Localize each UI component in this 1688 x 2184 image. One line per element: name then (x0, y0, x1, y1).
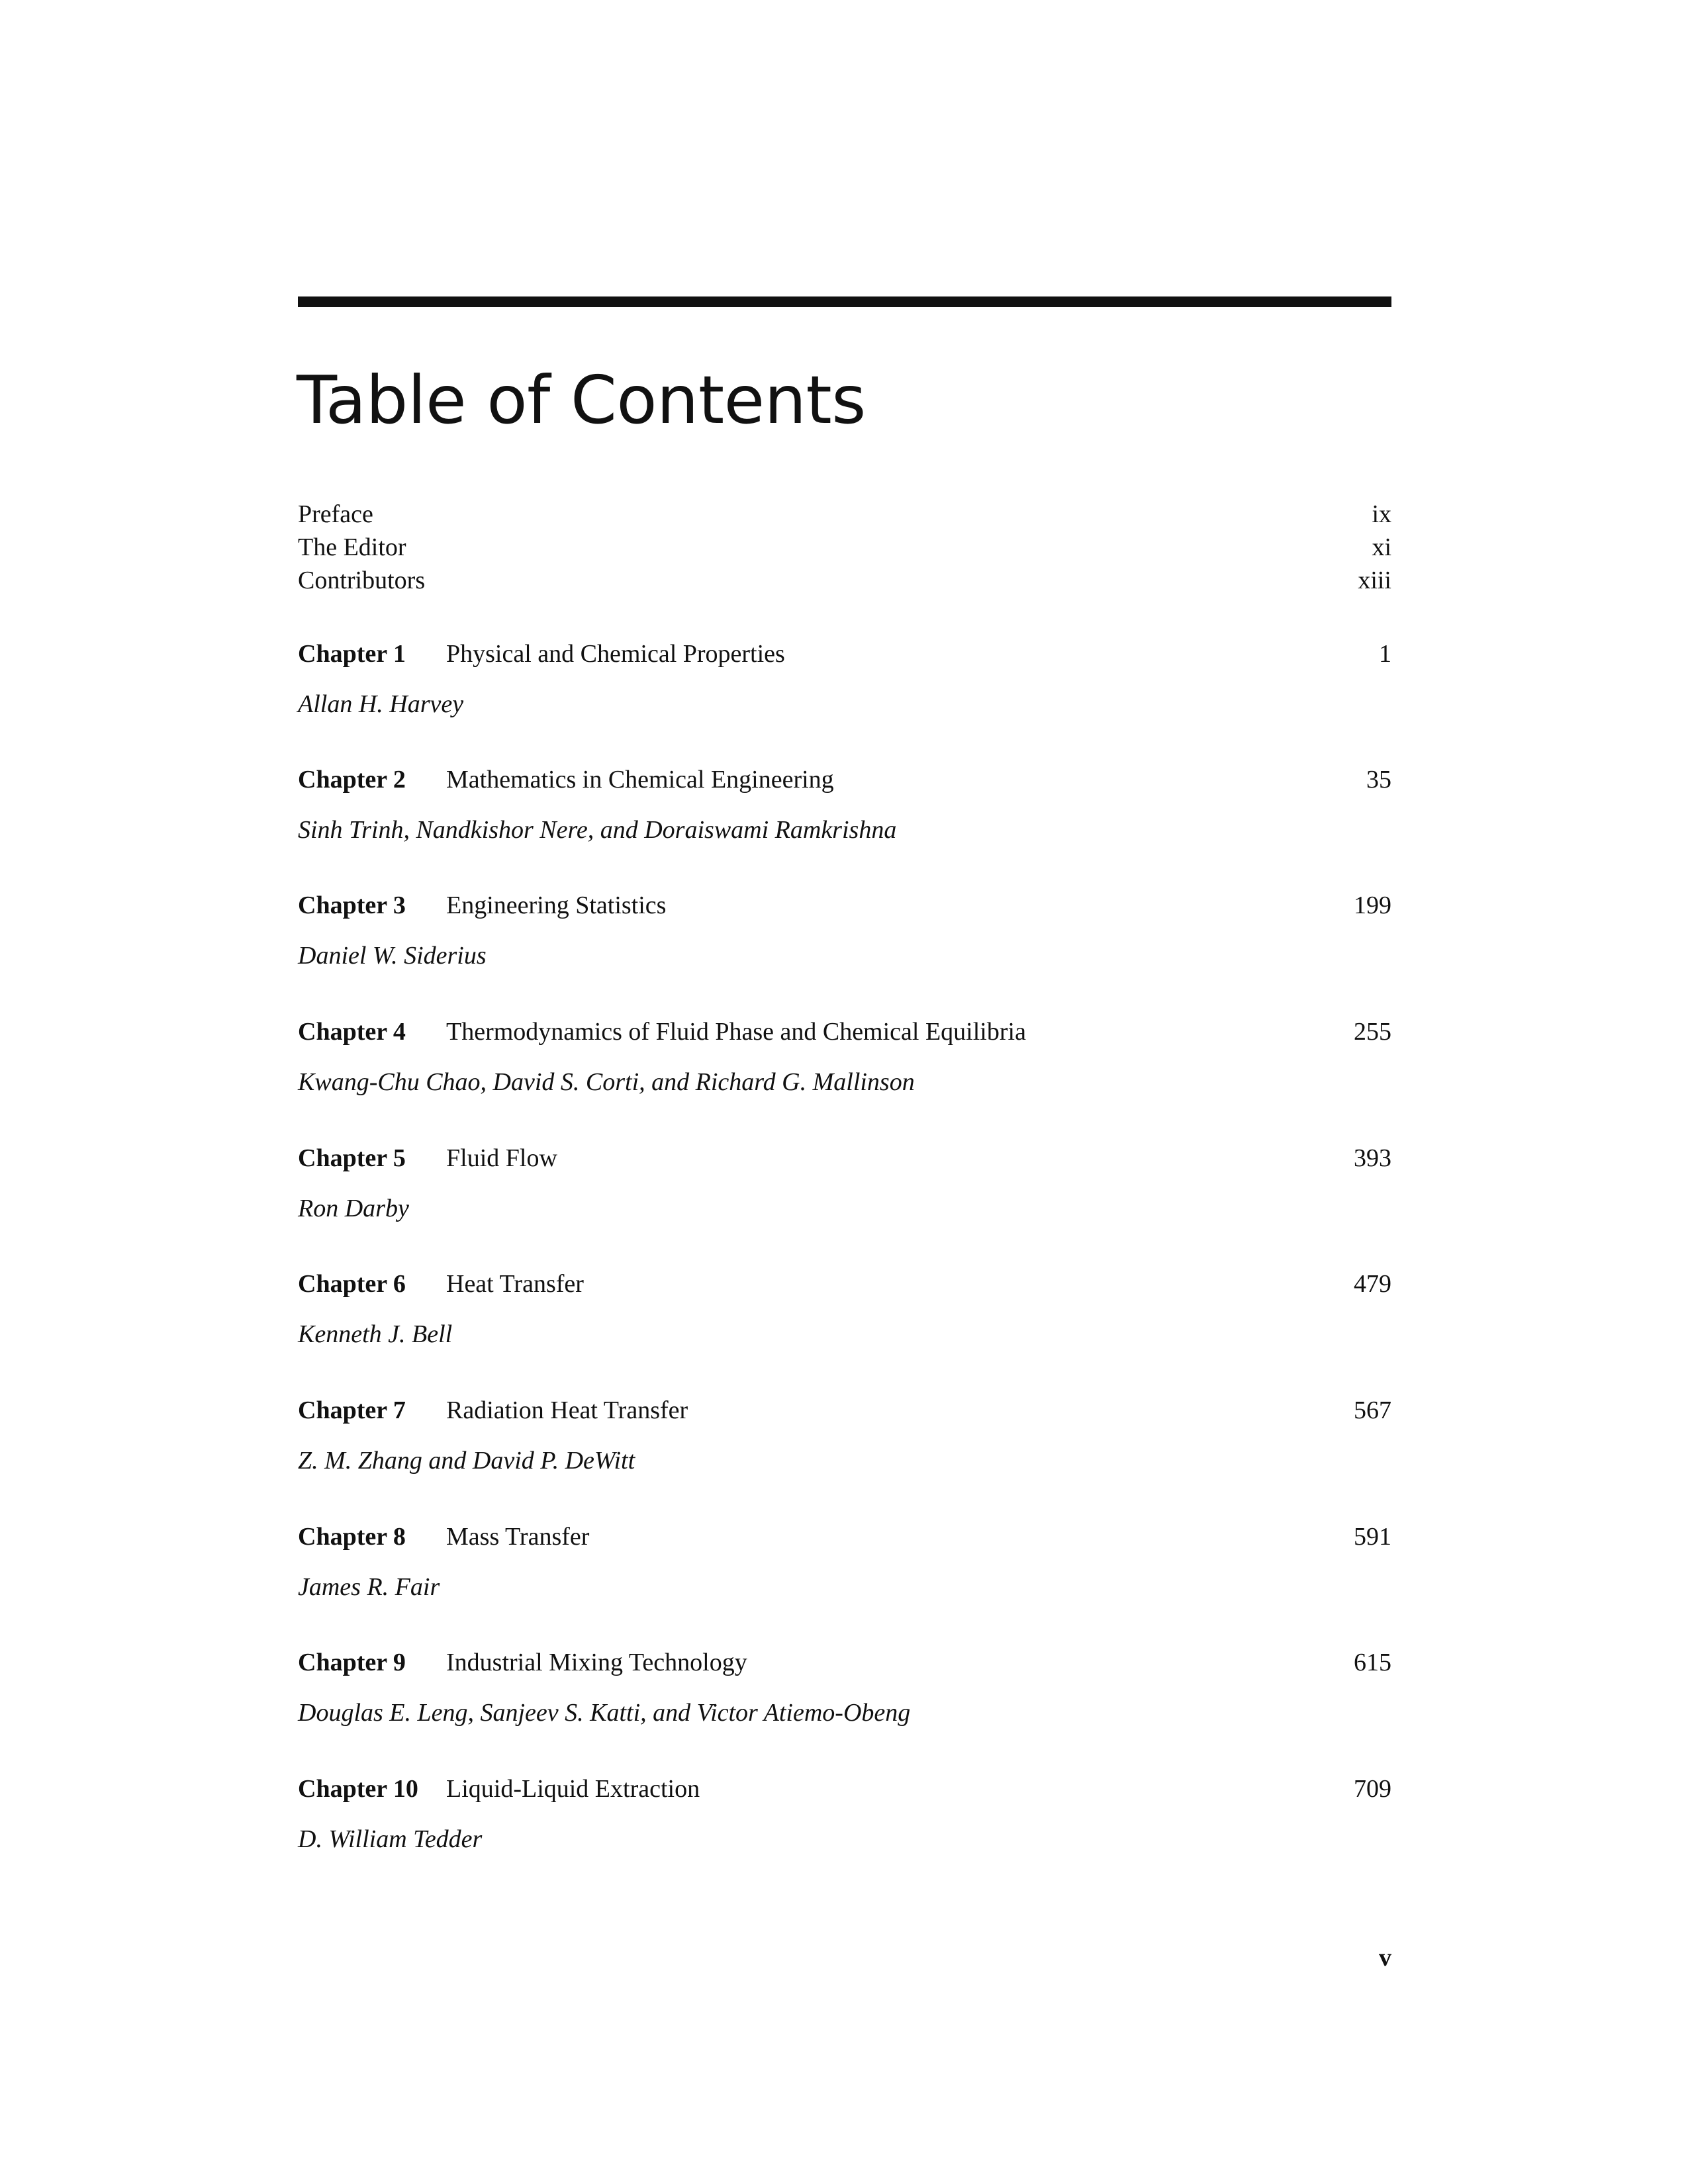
chapter-label: Chapter 4 (298, 1018, 406, 1046)
chapter-label: Chapter 10 (298, 1775, 418, 1803)
chapter-authors: Allan H. Harvey (298, 690, 464, 718)
toc-entry-title: Preface (298, 500, 373, 528)
chapter-title: Physical and Chemical Properties (446, 640, 785, 668)
chapter-page: 35 (1366, 766, 1391, 794)
toc-chapter-10 (298, 1772, 1391, 1856)
toc-entry-preface[interactable] (298, 498, 1391, 531)
toc-entry-page: xiii (1358, 567, 1391, 594)
chapter-title: Thermodynamics of Fluid Phase and Chemical Equilibria (446, 1018, 1026, 1046)
chapter-page: 393 (1354, 1144, 1391, 1172)
chapter-page: 255 (1354, 1018, 1391, 1046)
toc-entry-page: ix (1372, 500, 1391, 528)
toc-chapter-8 (298, 1520, 1391, 1604)
chapter-page: 479 (1354, 1270, 1391, 1298)
chapter-label: Chapter 8 (298, 1523, 406, 1551)
toc-entry-title: The Editor (298, 533, 406, 561)
chapter-label: Chapter 9 (298, 1649, 406, 1676)
toc-chapter-6 (298, 1267, 1391, 1351)
toc-chapter-entry[interactable] (298, 1015, 1391, 1049)
chapter-authors: Z. M. Zhang and David P. DeWitt (298, 1447, 635, 1475)
chapter-authors: Douglas E. Leng, Sanjeev S. Katti, and Victor Atiemo-Obeng (298, 1699, 911, 1727)
page-title: Table of Contents (297, 361, 866, 439)
chapter-label: Chapter 2 (298, 766, 406, 794)
chapter-page: 567 (1354, 1396, 1391, 1424)
top-rule-divider (298, 296, 1391, 307)
chapter-page: 615 (1354, 1649, 1391, 1676)
toc-chapter-entry[interactable] (298, 1393, 1391, 1428)
toc-entry-contributors[interactable] (298, 564, 1391, 597)
toc-chapter-entry[interactable] (298, 1772, 1391, 1806)
toc-chapter-entry[interactable] (298, 637, 1391, 671)
toc-chapter-4 (298, 1015, 1391, 1099)
chapter-title: Mathematics in Chemical Engineering (446, 766, 834, 794)
toc-chapter-7 (298, 1393, 1391, 1478)
toc-chapter-5 (298, 1141, 1391, 1226)
chapter-title: Industrial Mixing Technology (446, 1649, 747, 1676)
chapter-authors: Kenneth J. Bell (298, 1320, 453, 1348)
toc-chapter-3 (298, 888, 1391, 973)
chapter-page: 591 (1354, 1523, 1391, 1551)
chapter-label: Chapter 7 (298, 1396, 406, 1424)
chapter-title: Heat Transfer (446, 1270, 584, 1298)
chapter-title: Engineering Statistics (446, 891, 667, 919)
chapter-label: Chapter 3 (298, 891, 406, 919)
chapter-page: 1 (1379, 640, 1391, 668)
chapter-label: Chapter 1 (298, 640, 406, 668)
chapter-title: Radiation Heat Transfer (446, 1396, 688, 1424)
toc-entry-page: xi (1372, 533, 1391, 561)
toc-chapter-9 (298, 1645, 1391, 1730)
toc-chapter-entry[interactable] (298, 1645, 1391, 1680)
chapter-title: Fluid Flow (446, 1144, 557, 1172)
chapter-authors: Daniel W. Siderius (298, 942, 487, 970)
toc-chapter-entry[interactable] (298, 1141, 1391, 1175)
page-number: v (1379, 1944, 1391, 1972)
toc-chapter-1 (298, 637, 1391, 721)
toc-chapter-2 (298, 762, 1391, 847)
chapter-label: Chapter 5 (298, 1144, 406, 1172)
front-matter-list (298, 498, 1391, 597)
toc-entry-title: Contributors (298, 567, 426, 594)
chapter-authors: Ron Darby (298, 1195, 409, 1222)
toc-entry-the-editor[interactable] (298, 531, 1391, 564)
chapter-label: Chapter 6 (298, 1270, 406, 1298)
chapter-authors: Sinh Trinh, Nandkishor Nere, and Doraiswami Ramkrishna (298, 816, 897, 844)
chapter-page: 199 (1354, 891, 1391, 919)
toc-chapter-entry[interactable] (298, 888, 1391, 923)
chapter-page: 709 (1354, 1775, 1391, 1803)
chapter-title: Mass Transfer (446, 1523, 590, 1551)
chapter-authors: Kwang-Chu Chao, David S. Corti, and Richard G. Mallinson (298, 1068, 915, 1096)
chapter-title: Liquid-Liquid Extraction (446, 1775, 700, 1803)
chapter-authors: D. William Tedder (298, 1825, 483, 1853)
toc-chapter-entry[interactable] (298, 762, 1391, 797)
chapter-authors: James R. Fair (298, 1573, 440, 1601)
toc-chapter-entry[interactable] (298, 1520, 1391, 1554)
toc-chapter-entry[interactable] (298, 1267, 1391, 1301)
